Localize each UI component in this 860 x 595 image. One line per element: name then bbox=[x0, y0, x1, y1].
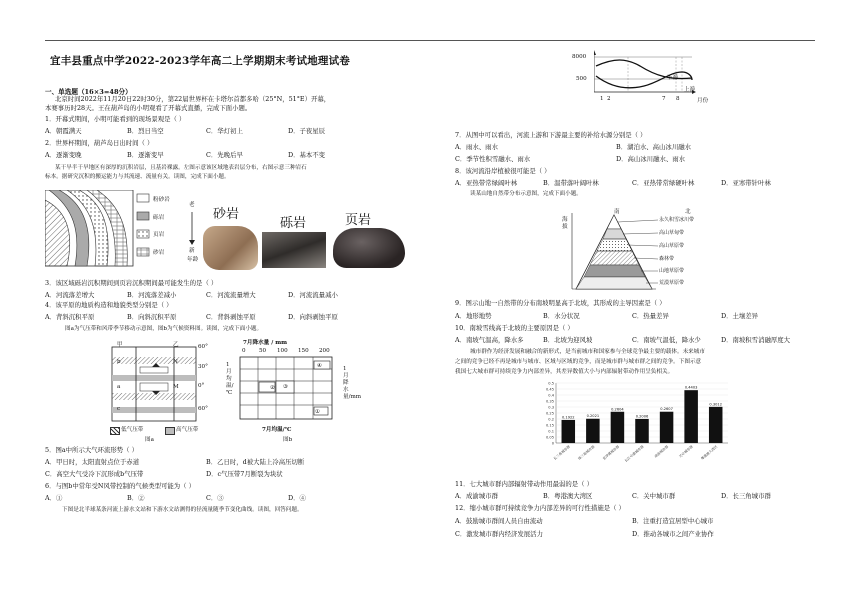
intro-paragraph: 标本。据研究沉积的搬运能力与其流速、流量有关。读图，完成下面小题。 bbox=[45, 174, 230, 180]
option[interactable]: D．土壤差异 bbox=[721, 312, 759, 320]
bar bbox=[660, 412, 674, 443]
option[interactable]: D．河流流量减小 bbox=[288, 291, 338, 299]
option[interactable]: D．c气压带7月断裂为块状 bbox=[206, 470, 283, 478]
intro-paragraph: 城市群作为经济发展和融合的新形式，是当前城市和国家参与全球竞争最主要的载体。未来城市 bbox=[470, 349, 705, 355]
zone-label: 山地草原带 bbox=[659, 268, 685, 274]
direction-label: 南 bbox=[614, 209, 620, 215]
climate-box-label: ④ bbox=[317, 363, 323, 369]
shale-photo bbox=[333, 228, 405, 268]
option[interactable]: B．向斜沉积平原 bbox=[127, 313, 177, 321]
bar-value-label: 0.2021 bbox=[586, 414, 600, 419]
question-8: 8．该河流沿岸植被很可能是（ ） bbox=[455, 167, 551, 175]
option[interactable]: D．南坡积雪消融厚度大 bbox=[721, 336, 791, 344]
figa-label: c bbox=[117, 406, 121, 412]
y-tick-label: 0.25 bbox=[545, 411, 554, 416]
bar-value-label: 0.1922 bbox=[561, 415, 575, 420]
intro-paragraph: 某干旱半干旱地区有深厚的沉积岩层，且基岩裸露。左图示意该区域地表岩层分布，右图示意三种岩石 bbox=[55, 165, 307, 171]
y-tick-label: 0 bbox=[551, 441, 554, 446]
y-tick-label: 0.1 bbox=[548, 429, 554, 434]
intro-paragraph: 本赛事历时28天。王在葫芦岛的小明观看了开幕式直播，完成下面小题。 bbox=[45, 104, 252, 112]
question-10: 10．南坡雪线高于北坡的主要原因是（ ） bbox=[455, 324, 574, 332]
x-tick: 2 bbox=[607, 96, 611, 102]
category-label: 珠三角城市群 bbox=[577, 444, 596, 461]
bar-chart bbox=[532, 379, 732, 475]
legend-label: 高气压带 bbox=[176, 427, 199, 433]
legend-label: 粉砂岩 bbox=[153, 197, 170, 203]
option[interactable]: C．热量差异 bbox=[632, 312, 669, 320]
question-9: 9．图示山地一自然带的分布南坡明显高于北坡，其形成的主导因素是（ ） bbox=[455, 299, 666, 307]
bar-value-label: 0.2006 bbox=[635, 414, 649, 419]
y-tick: 500 bbox=[576, 76, 587, 82]
x-tick: 1 bbox=[600, 96, 604, 102]
sandstone-photo bbox=[203, 226, 258, 270]
latitude-label: 60° bbox=[198, 344, 208, 350]
rock-name: 页岩 bbox=[345, 213, 372, 228]
figa-label: 乙 bbox=[173, 342, 179, 348]
series-label: 上游 bbox=[684, 87, 696, 93]
y-tick-label: 0.05 bbox=[545, 435, 554, 440]
question-7: 7．从图中可以看出，河流上游和下游最主要的补给水源分别是（ ） bbox=[455, 131, 647, 139]
option[interactable]: B．湖泊水、高山冰川融水 bbox=[616, 143, 691, 151]
category-label: 粤港澳大湾区 bbox=[700, 444, 719, 461]
option[interactable]: B．粤港澳大湾区 bbox=[543, 492, 593, 500]
option[interactable]: B．烈日当空 bbox=[127, 127, 164, 135]
y-tick-label: 0.45 bbox=[545, 387, 554, 392]
y-tick: 8000 bbox=[572, 54, 587, 60]
option[interactable]: A．鼓励城市群间人员自由流动 bbox=[455, 517, 543, 525]
bar bbox=[709, 407, 723, 443]
option[interactable]: B．逐渐变早 bbox=[127, 151, 164, 159]
tick-label: 150 bbox=[298, 348, 309, 354]
option[interactable]: C．先晚后早 bbox=[206, 151, 243, 159]
bar bbox=[586, 419, 600, 443]
arrow-bottom-label: 新 bbox=[189, 248, 195, 254]
category-label: 长江中游城市群 bbox=[623, 444, 645, 464]
y-tick-label: 0.5 bbox=[548, 381, 554, 386]
option[interactable]: C．关中城市群 bbox=[632, 492, 676, 500]
bar bbox=[611, 412, 625, 443]
tick-label: 0 bbox=[242, 348, 246, 354]
question-3: 3．该区域砾岩沉积期间到页岩沉积期间最可能发生的是（ ） bbox=[45, 279, 218, 287]
option[interactable]: B．② bbox=[127, 494, 145, 502]
option[interactable]: A．南坡气温高，降水多 bbox=[455, 336, 524, 344]
intro-paragraph: 北京时间2022年11月20日22时30分，第22届世界杯在卡塔尔首都多哈（25°N，51°E）开幕， bbox=[55, 95, 331, 103]
intro-paragraph: 下图是北半球某条河流上游水文站和下游水文站测得的径流量随季节变化曲线。读图，回答问题。 bbox=[62, 507, 303, 513]
left-axis-label: 1月均温/℃ bbox=[226, 362, 234, 396]
figa-label: 甲 bbox=[117, 342, 123, 348]
page-title: 宜丰县重点中学2022-2023学年高二上学期期末考试地理试卷 bbox=[50, 55, 351, 67]
option[interactable]: A．① bbox=[45, 494, 63, 502]
option[interactable]: B．水分状况 bbox=[543, 312, 580, 320]
question-12: 12．缩小城市群可持续竞争力内部差异的可行性措施是（ ） bbox=[455, 504, 625, 512]
series-label: 下游 bbox=[667, 75, 679, 81]
rock-name: 砾岩 bbox=[280, 216, 307, 231]
option[interactable]: C．亚热带常绿硬叶林 bbox=[632, 179, 695, 187]
bar-value-label: 0.3012 bbox=[709, 402, 723, 407]
climate-box-label: ① bbox=[315, 409, 321, 415]
y-tick-label: 0.4 bbox=[548, 393, 554, 398]
option[interactable]: D．亚寒带针叶林 bbox=[721, 179, 771, 187]
intro-paragraph: 读某山地自然带分布示意图，完成下面小题。 bbox=[470, 191, 582, 197]
x-axis-label: 月份 bbox=[697, 98, 709, 104]
tick-label: 50 bbox=[259, 348, 267, 354]
category-label: 长三角城市群 bbox=[552, 444, 571, 461]
question-1: 1．开幕式期间，小明可能看到的现场景观是（ ） bbox=[45, 115, 186, 123]
question-6: 6．与图b中常年受N风带控制的气候类型可能为（ ） bbox=[45, 482, 195, 490]
legend-label: 砾岩 bbox=[153, 215, 165, 221]
option[interactable]: B．注重打造宜居型中心城市 bbox=[632, 517, 714, 525]
runoff-figure bbox=[594, 50, 714, 98]
conglomerate-photo bbox=[262, 232, 326, 268]
option[interactable]: A．亚热带常绿阔叶林 bbox=[455, 179, 518, 187]
climate-box-label: ③ bbox=[283, 384, 289, 390]
option[interactable]: D．推动各城市之间产业协作 bbox=[632, 530, 714, 538]
figure-caption: 图b bbox=[283, 437, 293, 443]
option[interactable]: A．地形地势 bbox=[455, 312, 492, 320]
question-4: 4．该平原的地质构造和地貌类型分别是（ ） bbox=[45, 301, 173, 309]
option[interactable]: D．④ bbox=[288, 494, 306, 502]
option[interactable]: A．河流落差增大 bbox=[45, 291, 95, 299]
option[interactable]: A．背斜沉积平原 bbox=[45, 313, 95, 321]
legend-label: 砂岩 bbox=[153, 250, 165, 256]
latitude-label: 60° bbox=[198, 406, 208, 412]
option[interactable]: A．甲日时，太阳直射点位于赤道 bbox=[45, 458, 140, 466]
option[interactable]: C．河流流量增大 bbox=[206, 291, 256, 299]
figa-label: b bbox=[117, 359, 121, 365]
low-pressure-swatch bbox=[110, 427, 120, 435]
option[interactable]: B．温带落叶阔叶林 bbox=[543, 179, 599, 187]
bar bbox=[684, 390, 698, 443]
climate-grid-figure bbox=[238, 355, 340, 425]
option[interactable]: D．高山冰川融水、雨水 bbox=[616, 155, 686, 163]
option[interactable]: C．背斜剥蚀平原 bbox=[206, 313, 256, 321]
zone-label: 高山草甸带 bbox=[659, 230, 685, 236]
figa-label: M bbox=[173, 384, 179, 390]
category-label: 成渝城市群 bbox=[653, 444, 670, 459]
legend-label: 页岩 bbox=[153, 232, 165, 238]
figb-title: 7月降水量 / mm bbox=[243, 340, 288, 346]
option[interactable]: C．高空大气受冷下沉形成b气压带 bbox=[45, 470, 144, 478]
zone-label: 高山草原带 bbox=[659, 243, 685, 249]
bar-value-label: 0.2604 bbox=[611, 407, 624, 412]
high-pressure-swatch bbox=[165, 427, 175, 435]
category-label: 关中城市群 bbox=[678, 444, 694, 459]
intro-paragraph: 图a为气压带和风带季节移动示意图，图b为气候资料图。读图，完成下面小题。 bbox=[65, 326, 263, 332]
bottom-axis-label: 7月均温/℃ bbox=[262, 427, 292, 433]
figure-caption: 图a bbox=[145, 437, 154, 443]
option[interactable]: C．华灯初上 bbox=[206, 127, 243, 135]
right-axis-label: 1月降水量/mm bbox=[343, 366, 362, 400]
y-tick-label: 0.15 bbox=[545, 423, 554, 428]
x-tick: 8 bbox=[676, 96, 680, 102]
tick-label: 100 bbox=[277, 348, 288, 354]
arrow-top-label: 老 bbox=[189, 202, 195, 208]
y-tick-label: 0.2 bbox=[548, 417, 554, 422]
option[interactable]: C．季节性积雪融水、雨水 bbox=[455, 155, 531, 163]
bar bbox=[562, 420, 576, 443]
question-11: 11．七大城市群内部辐射带动作用最弱的是（ ） bbox=[455, 480, 593, 488]
option[interactable]: B．北坡为迎风坡 bbox=[543, 336, 593, 344]
intro-paragraph: 之间的竞争已经不再是城市与城市、区域与区域的竞争，而是城市群与城市群之间的竞争。下图示意 bbox=[455, 359, 702, 365]
rock-layer-figure bbox=[45, 190, 195, 270]
category-label: 京津冀城市群 bbox=[601, 444, 621, 461]
bar-value-label: 0.4403 bbox=[684, 385, 698, 390]
section-heading: 一、单选题（16×3=48分） bbox=[45, 88, 132, 96]
x-tick: 7 bbox=[662, 96, 666, 102]
latitude-label: 0° bbox=[198, 383, 205, 389]
bar bbox=[635, 419, 649, 443]
legend-label: 低气压带 bbox=[121, 427, 144, 433]
figa-label: a bbox=[117, 384, 121, 390]
option[interactable]: D．子夜星辰 bbox=[288, 127, 326, 135]
latitude-label: 30° bbox=[198, 364, 208, 370]
age-arrow-icon bbox=[188, 210, 196, 246]
zone-label: 荒漠草原带 bbox=[659, 280, 685, 286]
option[interactable]: A．朝霞满天 bbox=[45, 127, 82, 135]
direction-label: 北 bbox=[685, 209, 691, 215]
y-tick-label: 0.35 bbox=[545, 399, 554, 404]
option[interactable]: C．③ bbox=[206, 494, 224, 502]
arrow-axis-label: 年龄 bbox=[187, 257, 199, 263]
option[interactable]: A．雨水、雨水 bbox=[455, 143, 498, 151]
header-rule bbox=[45, 40, 815, 41]
option[interactable]: D．基本不变 bbox=[288, 151, 326, 159]
zone-label: 森林带 bbox=[659, 256, 675, 262]
option[interactable]: B．河流落差减小 bbox=[127, 291, 177, 299]
question-2: 2．世界杯期间，葫芦岛日出时间（ ） bbox=[45, 139, 154, 147]
option[interactable]: C．南坡气温低，降水少 bbox=[632, 336, 701, 344]
climate-box-label: ② bbox=[270, 385, 276, 391]
bar-value-label: 0.2607 bbox=[660, 407, 673, 412]
intro-paragraph: 我国七大城市群可持续竞争力内部差异，其差异数值大小与内部辐射带动作用呈负相关。 bbox=[455, 369, 674, 375]
option[interactable]: B．乙日时，d被大陆上冷高压切断 bbox=[206, 458, 305, 466]
altitude-label: 海拔 bbox=[562, 217, 568, 230]
figa-label: N bbox=[173, 359, 178, 365]
option[interactable]: D．向斜剥蚀平原 bbox=[288, 313, 338, 321]
tick-label: 200 bbox=[319, 348, 330, 354]
option[interactable]: C．激发城市群内经济发展活力 bbox=[455, 530, 543, 538]
zone-label: 永久积雪冰川带 bbox=[659, 217, 695, 223]
option[interactable]: D．长三角城市群 bbox=[721, 492, 771, 500]
rock-name: 砂岩 bbox=[213, 207, 240, 222]
y-tick-label: 0.3 bbox=[548, 405, 554, 410]
question-5: 5．图a中所示大气环流形势（ ） bbox=[45, 446, 138, 454]
option[interactable]: A．逐渐变晚 bbox=[45, 151, 82, 159]
option[interactable]: A．成渝城市群 bbox=[455, 492, 498, 500]
